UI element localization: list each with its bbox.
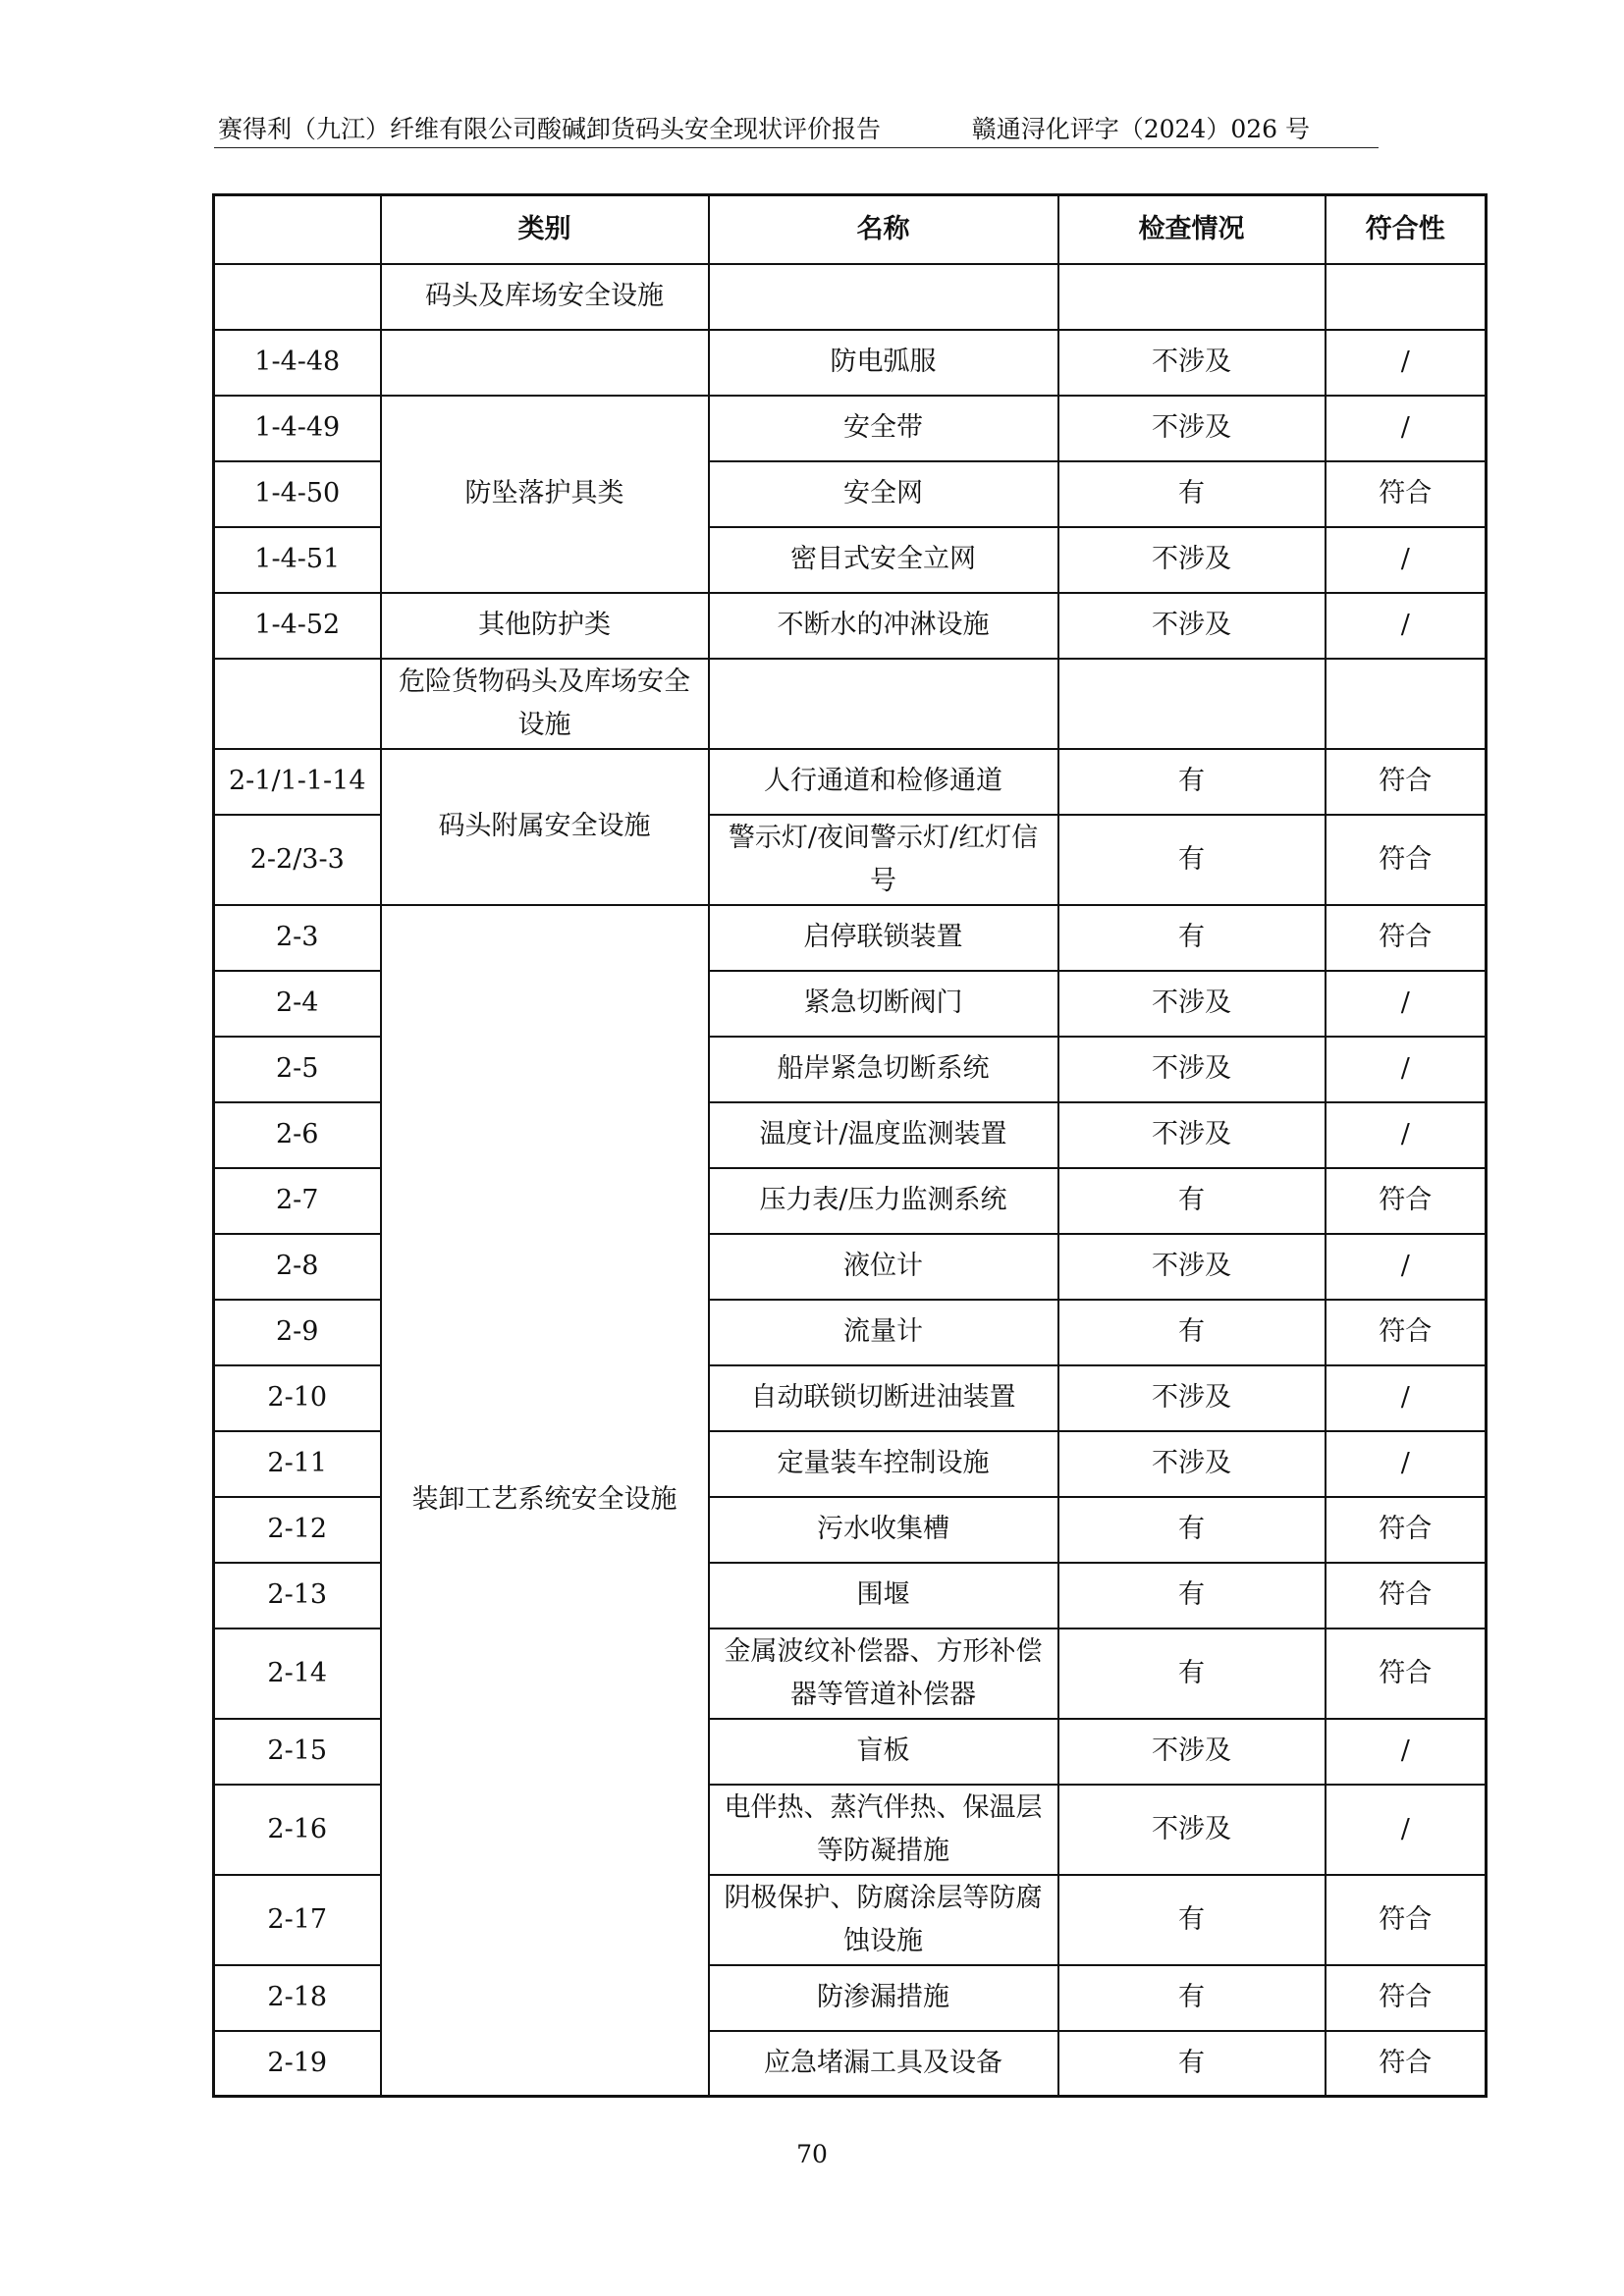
row-id: 2-15 <box>214 1719 381 1785</box>
row-conform: 符合 <box>1326 815 1487 905</box>
row-check: 有 <box>1058 1300 1326 1365</box>
row-name: 自动联锁切断进油装置 <box>709 1365 1058 1431</box>
row-conform: 符合 <box>1326 1497 1487 1563</box>
row-conform: 符合 <box>1326 905 1487 971</box>
row-check: 不涉及 <box>1058 1365 1326 1431</box>
row-check: 有 <box>1058 1497 1326 1563</box>
page-number: 70 <box>796 2140 828 2168</box>
table-row <box>214 905 1487 971</box>
row-id: 2-11 <box>214 1431 381 1497</box>
row-id: 2-16 <box>214 1785 381 1875</box>
row-id: 2-18 <box>214 1965 381 2031</box>
category-cell: 其他防护类 <box>381 593 709 659</box>
row-conform: / <box>1326 1365 1487 1431</box>
row-id: 1-4-48 <box>214 330 381 396</box>
row-name: 紧急切断阀门 <box>709 971 1058 1037</box>
row-check: 不涉及 <box>1058 1037 1326 1102</box>
row-id: 2-17 <box>214 1875 381 1965</box>
row-name: 安全带 <box>709 396 1058 461</box>
row-check: 不涉及 <box>1058 1431 1326 1497</box>
row-id: 2-9 <box>214 1300 381 1365</box>
row-conform: 符合 <box>1326 2031 1487 2097</box>
row-check: 有 <box>1058 2031 1326 2097</box>
row-name: 防电弧服 <box>709 330 1058 396</box>
row-id: 2-7 <box>214 1168 381 1234</box>
row-check: 有 <box>1058 1875 1326 1965</box>
row-conform: / <box>1326 1431 1487 1497</box>
category-cell: 码头附属安全设施 <box>381 749 709 905</box>
category-cell: 装卸工艺系统安全设施 <box>381 905 709 2097</box>
table-row <box>214 396 1487 461</box>
section-row <box>214 264 1487 330</box>
row-name: 警示灯/夜间警示灯/红灯信号 <box>709 815 1058 905</box>
row-conform: 符合 <box>1326 1300 1487 1365</box>
row-check: 有 <box>1058 461 1326 527</box>
row-id: 2-3 <box>214 905 381 971</box>
column-header-check: 检查情况 <box>1058 195 1326 264</box>
section-row <box>214 659 1487 749</box>
row-check: 不涉及 <box>1058 1785 1326 1875</box>
row-id: 1-4-51 <box>214 527 381 593</box>
row-conform: / <box>1326 396 1487 461</box>
row-name: 定量装车控制设施 <box>709 1431 1058 1497</box>
column-header-conform: 符合性 <box>1326 195 1487 264</box>
row-name: 密目式安全立网 <box>709 527 1058 593</box>
row-check: 有 <box>1058 749 1326 815</box>
row-id: 2-1/1-1-14 <box>214 749 381 815</box>
column-header-name: 名称 <box>709 195 1058 264</box>
inspection-table <box>212 193 1488 2098</box>
row-check: 有 <box>1058 1965 1326 2031</box>
section-title: 码头及库场安全设施 <box>381 264 709 330</box>
table-row <box>214 330 1487 396</box>
row-name: 液位计 <box>709 1234 1058 1300</box>
row-check: 不涉及 <box>1058 593 1326 659</box>
row-conform: / <box>1326 1234 1487 1300</box>
row-check: 不涉及 <box>1058 1719 1326 1785</box>
row-id: 1-4-49 <box>214 396 381 461</box>
category-cell: 防坠落护具类 <box>381 396 709 593</box>
row-conform: / <box>1326 1102 1487 1168</box>
column-header-id <box>214 195 381 264</box>
row-conform: 符合 <box>1326 1875 1487 1965</box>
row-check: 有 <box>1058 1563 1326 1629</box>
column-header-category: 类别 <box>381 195 709 264</box>
row-conform: / <box>1326 971 1487 1037</box>
row-check: 有 <box>1058 1629 1326 1719</box>
table-row <box>214 749 1487 815</box>
row-id: 2-10 <box>214 1365 381 1431</box>
row-name: 流量计 <box>709 1300 1058 1365</box>
row-id: 2-13 <box>214 1563 381 1629</box>
row-name: 压力表/压力监测系统 <box>709 1168 1058 1234</box>
row-id: 2-12 <box>214 1497 381 1563</box>
row-name: 温度计/温度监测装置 <box>709 1102 1058 1168</box>
row-check: 不涉及 <box>1058 527 1326 593</box>
row-check: 有 <box>1058 1168 1326 1234</box>
section-title: 危险货物码头及库场安全设施 <box>381 659 709 749</box>
row-conform: / <box>1326 1785 1487 1875</box>
row-id: 2-6 <box>214 1102 381 1168</box>
header-report-number: 赣通浔化评字（2024）026 号 <box>971 115 1310 143</box>
row-check: 不涉及 <box>1058 971 1326 1037</box>
row-id: 2-14 <box>214 1629 381 1719</box>
row-conform: 符合 <box>1326 1965 1487 2031</box>
row-name: 应急堵漏工具及设备 <box>709 2031 1058 2097</box>
row-name: 盲板 <box>709 1719 1058 1785</box>
row-id: 2-2/3-3 <box>214 815 381 905</box>
row-id: 2-8 <box>214 1234 381 1300</box>
row-name: 人行通道和检修通道 <box>709 749 1058 815</box>
row-conform: 符合 <box>1326 1629 1487 1719</box>
row-name: 金属波纹补偿器、方形补偿器等管道补偿器 <box>709 1629 1058 1719</box>
row-name: 阴极保护、防腐涂层等防腐蚀设施 <box>709 1875 1058 1965</box>
row-check: 不涉及 <box>1058 330 1326 396</box>
header-report-title: 赛得利（九江）纤维有限公司酸碱卸货码头安全现状评价报告 <box>218 115 882 143</box>
row-name: 安全网 <box>709 461 1058 527</box>
row-check: 不涉及 <box>1058 396 1326 461</box>
row-conform: / <box>1326 593 1487 659</box>
row-check: 不涉及 <box>1058 1234 1326 1300</box>
row-conform: / <box>1326 330 1487 396</box>
row-name: 不断水的冲淋设施 <box>709 593 1058 659</box>
row-conform: / <box>1326 1037 1487 1102</box>
row-name: 启停联锁装置 <box>709 905 1058 971</box>
table-body <box>214 195 1487 2097</box>
row-conform: 符合 <box>1326 1563 1487 1629</box>
row-check: 不涉及 <box>1058 1102 1326 1168</box>
row-name: 围堰 <box>709 1563 1058 1629</box>
row-id: 2-19 <box>214 2031 381 2097</box>
row-check: 有 <box>1058 815 1326 905</box>
table-row <box>214 593 1487 659</box>
row-name: 船岸紧急切断系统 <box>709 1037 1058 1102</box>
row-id: 2-4 <box>214 971 381 1037</box>
row-id: 1-4-50 <box>214 461 381 527</box>
row-check: 有 <box>1058 905 1326 971</box>
row-conform: 符合 <box>1326 1168 1487 1234</box>
row-name: 电伴热、蒸汽伴热、保温层等防凝措施 <box>709 1785 1058 1875</box>
row-name: 污水收集槽 <box>709 1497 1058 1563</box>
row-conform: 符合 <box>1326 461 1487 527</box>
row-id: 1-4-52 <box>214 593 381 659</box>
row-conform: / <box>1326 1719 1487 1785</box>
row-name: 防渗漏措施 <box>709 1965 1058 2031</box>
row-conform: 符合 <box>1326 749 1487 815</box>
page-header <box>214 114 1379 148</box>
table-header-row <box>214 195 1487 264</box>
row-id: 2-5 <box>214 1037 381 1102</box>
row-conform: / <box>1326 527 1487 593</box>
